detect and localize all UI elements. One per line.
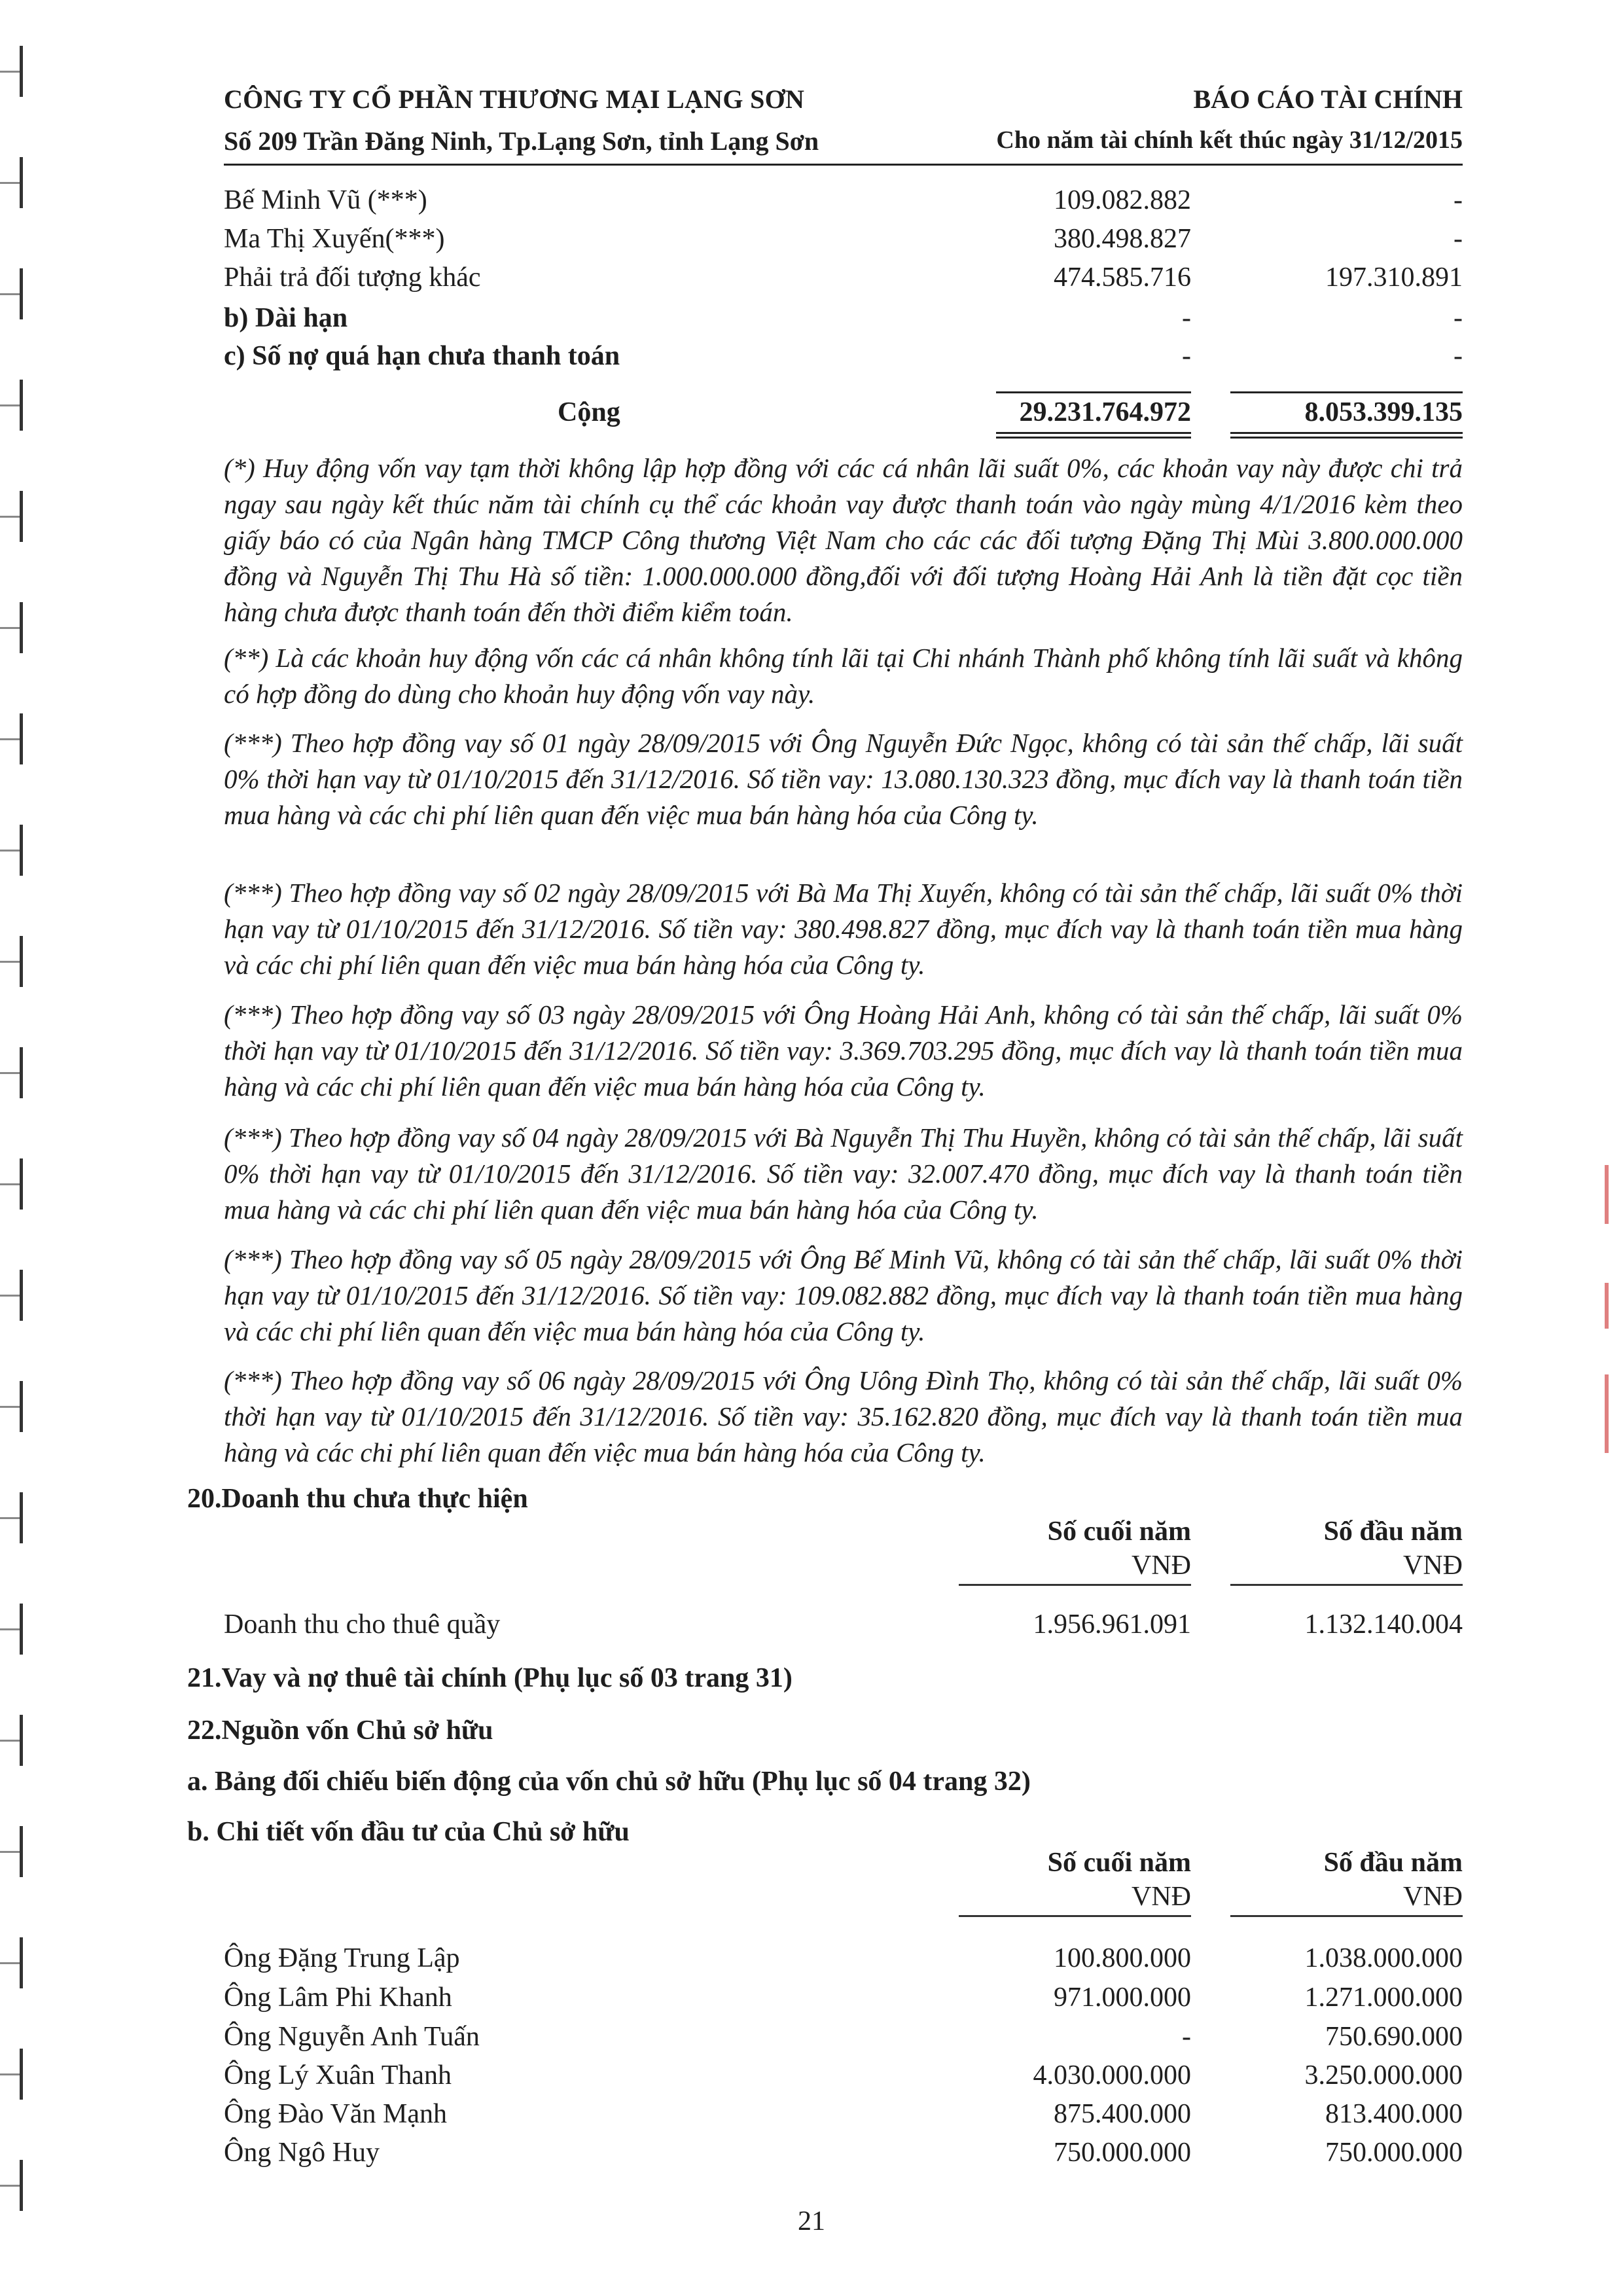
row-begin-value: 750.690.000 — [1325, 2022, 1463, 2052]
binding-hole — [0, 1158, 30, 1210]
binding-hole — [0, 825, 30, 876]
col-header-rule — [1230, 1584, 1463, 1586]
table-row — [224, 223, 1463, 260]
row-label: Ma Thị Xuyến(***) — [224, 224, 445, 254]
row-end-value: 474.585.716 — [1054, 262, 1191, 293]
col-header-begin: Số đầu năm — [1323, 1516, 1463, 1547]
binding-hole — [0, 2049, 30, 2100]
footnote: (**) Là các khoản huy động vốn các cá nhân không tính lãi tại Chi nhánh Thành phố không tính lãi suất và không có hợp đồng do dùng cho khoản huy động vốn vay này. — [224, 643, 1463, 709]
row-end-value: - — [1182, 2022, 1191, 2052]
table-row — [224, 302, 1463, 339]
binding-hole — [0, 1270, 30, 1321]
total-end-value: 29.231.764.972 — [1019, 397, 1191, 427]
row-begin-value: 1.271.000.000 — [1304, 1982, 1463, 2013]
row-label: Ông Lâm Phi Khanh — [224, 1982, 452, 2013]
section-22-title: 22.Nguồn vốn Chủ sở hữu — [187, 1715, 493, 1746]
binding-hole — [0, 1492, 30, 1543]
row-begin-value: - — [1454, 341, 1463, 371]
table-row — [224, 1982, 1463, 2018]
section-20-title: 20.Doanh thu chưa thực hiện — [187, 1484, 528, 1514]
footnote: (*) Huy động vốn vay tạm thời không lập hợp đồng với các cá nhân lãi suất 0%, các khoản vay này được chi trả ngay sau ngày kết thúc năm tài chính cụ thể các khoản vay được thanh toán vào ngày mùng 4/1/2016 kèm theo giấy báo có của Ngân hàng TMCP Công thương Việt Nam cho các các đối tượng Đặng Thị Mùi 3.800.000.000 đồng và Nguyễn Thị Thu Hà số tiền: 1.000.000.000 đồng,đối với đối tượng Hoàng Hải Anh là tiền đặt cọc tiền hàng chưa được thanh toán đến thời điểm kiểm toán. — [224, 453, 1463, 627]
binding-hole — [0, 936, 30, 987]
row-end-value: 1.956.961.091 — [1033, 1609, 1191, 1640]
row-begin-value: - — [1454, 303, 1463, 333]
row-begin-value: 813.400.000 — [1325, 2099, 1463, 2129]
table-row — [224, 2137, 1463, 2174]
table-row — [224, 1609, 1463, 1645]
row-begin-value: - — [1454, 224, 1463, 254]
row-label: Ông Lý Xuân Thanh — [224, 2060, 452, 2090]
binding-hole — [0, 46, 30, 97]
row-label: Ông Ngô Huy — [224, 2138, 380, 2168]
binding-hole — [0, 491, 30, 542]
row-end-value: 109.082.882 — [1054, 185, 1191, 215]
row-end-value: 875.400.000 — [1054, 2099, 1191, 2129]
row-end-value: 4.030.000.000 — [1033, 2060, 1191, 2090]
row-end-value: 971.000.000 — [1054, 1982, 1191, 2013]
table-row — [224, 340, 1463, 377]
page-number: 21 — [798, 2206, 825, 2236]
table-row — [224, 2098, 1463, 2135]
col-header-rule — [959, 1584, 1191, 1586]
binding-hole — [0, 1826, 30, 1877]
col-header-end: Số cuối năm — [1047, 1848, 1191, 1878]
total-top-line — [996, 391, 1191, 393]
row-end-value: 380.498.827 — [1054, 224, 1191, 254]
col-unit-end: VNĐ — [1132, 1551, 1191, 1581]
total-row — [224, 397, 1463, 433]
col-header-rule — [959, 1915, 1191, 1917]
section-22b-title: b. Chi tiết vốn đầu tư của Chủ sở hữu — [187, 1817, 630, 1847]
binding-hole — [0, 1047, 30, 1098]
col-header-begin: Số đầu năm — [1323, 1848, 1463, 1878]
binding-hole — [0, 2160, 30, 2211]
table-row — [224, 2060, 1463, 2096]
col-header-end: Số cuối năm — [1047, 1516, 1191, 1547]
section-21-title: 21.Vay và nợ thuê tài chính (Phụ lục số 03 trang 31) — [187, 1663, 793, 1693]
total-top-line — [1230, 391, 1463, 393]
binding-hole — [0, 713, 30, 764]
row-begin-value: 197.310.891 — [1325, 262, 1463, 293]
table-row — [224, 262, 1463, 298]
table-row — [224, 2021, 1463, 2058]
table-row — [224, 1943, 1463, 1979]
col-unit-end: VNĐ — [1132, 1882, 1191, 1912]
total-label: Cộng — [558, 397, 620, 427]
report-title: BÁO CÁO TÀI CHÍNH — [1193, 84, 1463, 114]
col-unit-begin: VNĐ — [1403, 1882, 1463, 1912]
company-address: Số 209 Trần Đăng Ninh, Tp.Lạng Sơn, tỉnh Lạng Sơn — [224, 126, 819, 156]
row-begin-value: 1.038.000.000 — [1304, 1943, 1463, 1973]
total-double-line — [1230, 432, 1463, 434]
row-end-value: - — [1182, 341, 1191, 371]
row-end-value: 750.000.000 — [1054, 2138, 1191, 2168]
col-unit-begin: VNĐ — [1403, 1551, 1463, 1581]
row-begin-value: 1.132.140.004 — [1304, 1609, 1463, 1640]
total-double-line — [996, 437, 1191, 439]
stamp-mark — [1605, 1374, 1609, 1453]
row-label: Doanh thu cho thuê quầy — [224, 1609, 501, 1640]
row-begin-value: 3.250.000.000 — [1304, 2060, 1463, 2090]
row-label: Bế Minh Vũ (***) — [224, 185, 427, 215]
binding-hole — [0, 380, 30, 431]
footnote: (***) Theo hợp đồng vay số 03 ngày 28/09/2015 với Ông Hoàng Hải Anh, không có tài sản thế chấp, lãi suất 0% thời hạn vay từ 01/10/2015 đến 31/12/2016. Số tiền vay: 3.369.703.295 đồng, mục đích vay là thanh toán tiền mua hàng và các chi phí liên quan đến việc mua bán hàng hóa của Công ty. — [224, 999, 1463, 1102]
row-label: Ông Nguyễn Anh Tuấn — [224, 2022, 480, 2052]
row-end-value: - — [1182, 303, 1191, 333]
report-period: Cho năm tài chính kết thúc ngày 31/12/2015 — [996, 126, 1463, 154]
binding-hole — [0, 1937, 30, 1988]
row-end-value: 100.800.000 — [1054, 1943, 1191, 1973]
company-name: CÔNG TY CỔ PHẦN THƯƠNG MẠI LẠNG SƠN — [224, 84, 805, 114]
col-header-rule — [1230, 1915, 1463, 1917]
row-begin-value: 750.000.000 — [1325, 2138, 1463, 2168]
stamp-mark — [1605, 1283, 1609, 1329]
binding-hole — [0, 268, 30, 319]
total-double-line — [996, 432, 1191, 434]
row-label: Phải trả đối tượng khác — [224, 262, 481, 293]
binding-hole — [0, 157, 30, 208]
stamp-mark — [1605, 1165, 1609, 1224]
row-label: b) Dài hạn — [224, 303, 348, 333]
section-22a-title: a. Bảng đối chiếu biến động của vốn chủ sở hữu (Phụ lục số 04 trang 32) — [187, 1767, 1031, 1797]
total-double-line — [1230, 437, 1463, 439]
binding-hole — [0, 1381, 30, 1432]
footnote: (***) Theo hợp đồng vay số 01 ngày 28/09/2015 với Ông Nguyễn Đức Ngọc, không có tài sản thế chấp, lãi suất 0% thời hạn vay từ 01/10/2015 đến 31/12/2016. Số tiền vay: 13.080.130.323 đồng, mục đích vay là thanh toán tiền mua hàng và các chi phí liên quan đến việc mua bán hàng hóa của Công ty. — [224, 728, 1463, 830]
table-row — [224, 185, 1463, 221]
row-label: c) Số nợ quá hạn chưa thanh toán — [224, 341, 620, 371]
footnote: (***) Theo hợp đồng vay số 04 ngày 28/09/2015 với Bà Nguyễn Thị Thu Huyền, không có tài sản thế chấp, lãi suất 0% thời hạn vay từ 01/10/2015 đến 31/12/2016. Số tiền vay: 32.007.470 đồng, mục đích vay là thanh toán tiền mua hàng và các chi phí liên quan đến việc mua bán hàng hóa của Công ty. — [224, 1122, 1463, 1225]
footnote: (***) Theo hợp đồng vay số 06 ngày 28/09/2015 với Ông Uông Đình Thọ, không có tài sản thế chấp, lãi suất 0% thời hạn vay từ 01/10/2015 đến 31/12/2016. Số tiền vay: 35.162.820 đồng, mục đích vay là thanh toán tiền mua hàng và các chi phí liên quan đến việc mua bán hàng hóa của Công ty. — [224, 1365, 1463, 1467]
binding-hole — [0, 1715, 30, 1766]
row-begin-value: - — [1454, 185, 1463, 215]
footnote: (***) Theo hợp đồng vay số 02 ngày 28/09/2015 với Bà Ma Thị Xuyến, không có tài sản thế chấp, lãi suất 0% thời hạn vay từ 01/10/2015 đến 31/12/2016. Số tiền vay: 380.498.827 đồng, mục đích vay là thanh toán tiền mua hàng và các chi phí liên quan đến việc mua bán hàng hóa của Công ty. — [224, 878, 1463, 980]
binding-hole — [0, 1604, 30, 1655]
binding-hole — [0, 602, 30, 653]
total-begin-value: 8.053.399.135 — [1304, 397, 1463, 427]
header-divider — [224, 164, 1463, 166]
row-label: Ông Đặng Trung Lập — [224, 1943, 460, 1973]
footnote: (***) Theo hợp đồng vay số 05 ngày 28/09/2015 với Ông Bế Minh Vũ, không có tài sản thế chấp, lãi suất 0% thời hạn vay từ 01/10/2015 đến 31/12/2016. Số tiền vay: 109.082.882 đồng, mục đích vay là thanh toán tiền mua hàng và các chi phí liên quan đến việc mua bán hàng hóa của Công ty. — [224, 1244, 1463, 1346]
row-label: Ông Đào Văn Mạnh — [224, 2099, 448, 2129]
